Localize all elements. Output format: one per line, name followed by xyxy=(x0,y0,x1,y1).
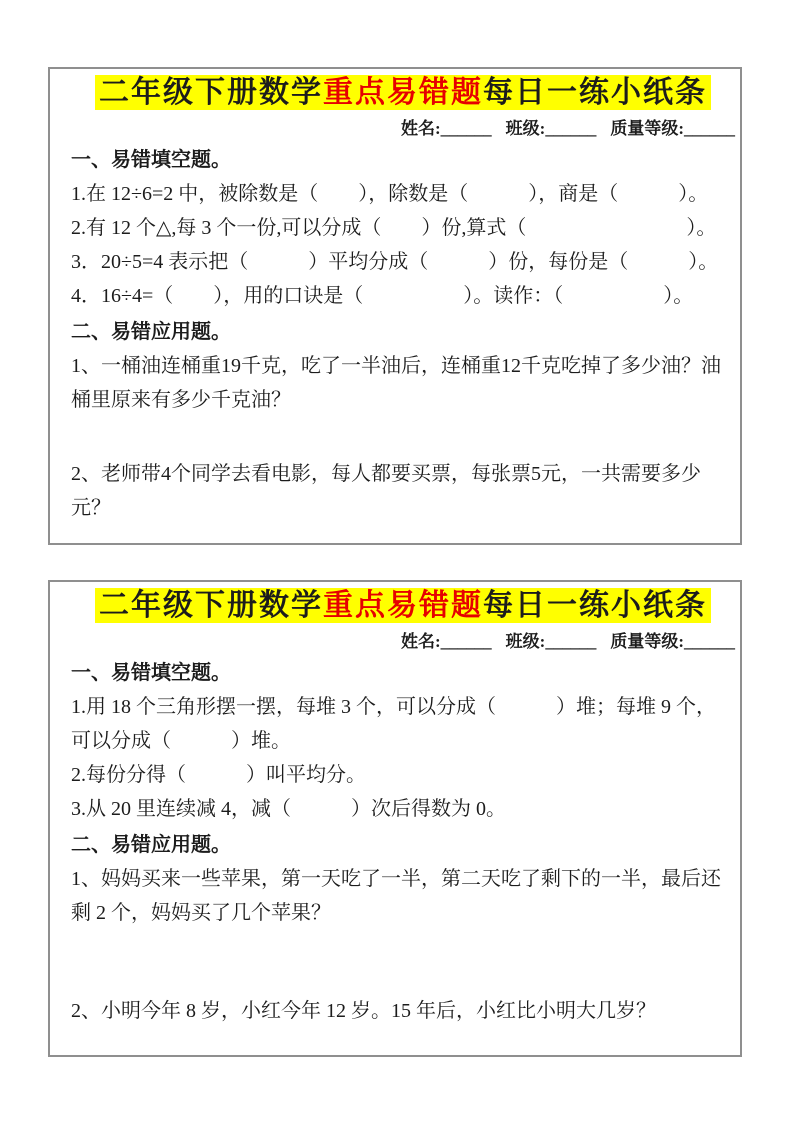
worksheet-title xyxy=(71,586,735,626)
grade-blank: ______ xyxy=(684,119,735,138)
student-info-line xyxy=(71,117,735,141)
question: 2、小明今年 8 岁，小红今年 12 岁。15 年后，小红比小明大几岁？ xyxy=(71,1000,656,1022)
title-part-keypoints: 重点易错题 xyxy=(323,589,483,622)
title-part-grade: 二年级下册数学 xyxy=(99,589,323,622)
title-highlight xyxy=(95,588,711,623)
question: 1、妈妈买来一些苹果，第一天吃了一半，第二天吃了剩下的一半，最后还剩 2 个，妈妈买了几个苹果？ xyxy=(71,868,721,924)
section-heading-word-problems: 二、易错应用题。 xyxy=(71,321,231,343)
title-part-keypoints: 重点易错题 xyxy=(323,76,483,109)
name-label: 姓名: xyxy=(400,632,441,651)
section-heading-fill-blanks: 一、易错填空题。 xyxy=(71,149,231,171)
grade-blank: ______ xyxy=(684,632,735,651)
grade-label: 质量等级: xyxy=(610,119,684,138)
question: 2、老师带4个同学去看电影，每人都要买票，每张票5元，一共需要多少元？ xyxy=(71,463,701,519)
question: 2.有 12 个△,每 3 个一份,可以分成（ ）份,算式（ ）。 xyxy=(71,217,717,239)
question: 1.用 18 个三角形摆一摆，每堆 3 个，可以分成（ ）堆；每堆 9 个，可以分成（ ）堆。 xyxy=(71,696,716,752)
title-part-daily: 每日一练小纸条 xyxy=(483,589,707,622)
worksheet-card-2 xyxy=(48,580,742,1057)
title-highlight xyxy=(95,75,711,110)
question: 2.每份分得（ ）叫平均分。 xyxy=(71,764,366,786)
worksheet-card-1 xyxy=(48,67,742,545)
name-label: 姓名: xyxy=(400,119,441,138)
section-heading-word-problems: 二、易错应用题。 xyxy=(71,834,231,856)
class-blank: ______ xyxy=(545,119,597,138)
class-blank: ______ xyxy=(545,632,597,651)
class-label: 班级: xyxy=(505,119,546,138)
worksheet-title xyxy=(71,73,735,113)
grade-label: 质量等级: xyxy=(610,632,684,651)
question: 3．20÷5=4 表示把（ ）平均分成（ ）份，每份是（ ）。 xyxy=(71,251,719,273)
section-heading-fill-blanks: 一、易错填空题。 xyxy=(71,662,231,684)
title-part-daily: 每日一练小纸条 xyxy=(483,76,707,109)
question: 4．16÷4=（ ），用的口诀是（ ）。读作：（ ）。 xyxy=(71,285,694,307)
student-info-line xyxy=(71,630,735,654)
name-blank: ______ xyxy=(440,119,492,138)
question: 1.在 12÷6=2 中，被除数是（ ），除数是（ ），商是（ ）。 xyxy=(71,183,709,205)
title-part-grade: 二年级下册数学 xyxy=(99,76,323,109)
name-blank: ______ xyxy=(440,632,492,651)
question: 1、一桶油连桶重19千克，吃了一半油后，连桶重12千克吃掉了多少油？油桶里原来有多少千克油？ xyxy=(71,355,721,411)
class-label: 班级: xyxy=(505,632,546,651)
question: 3.从 20 里连续减 4，减（ ）次后得数为 0。 xyxy=(71,798,506,820)
